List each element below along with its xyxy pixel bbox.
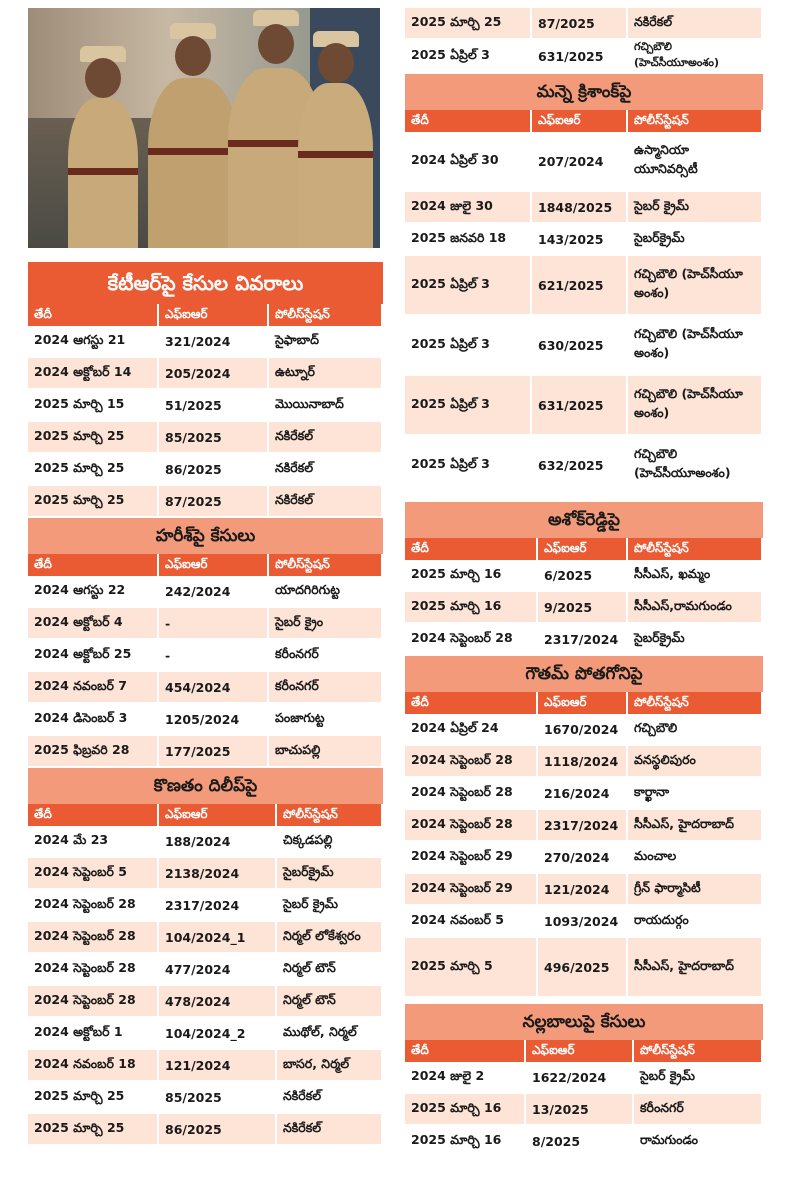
right-column	[405, 8, 763, 1158]
cell-date: 2024 సెప్టెంబర్ 28	[28, 985, 158, 1017]
section-title: అశోక్‌రెడ్డిపై	[405, 502, 763, 538]
cell-fir: 496/2025	[537, 937, 627, 997]
cell-station: సీసీఎస్, హైదరాబాద్	[627, 809, 762, 841]
header-fir: ఎఫ్ఐఆర్	[158, 304, 268, 326]
cases-table	[405, 110, 763, 496]
cell-fir: 86/2025	[158, 1113, 276, 1145]
cell-date: 2025 మార్చి 25	[405, 8, 531, 39]
cell-date: 2025 ఏప్రిల్ 3	[405, 375, 531, 435]
cell-date: 2025 ఏప్రిల్ 3	[405, 255, 531, 315]
cell-date: 2025 మార్చి 15	[28, 389, 158, 421]
cell-date: 2025 మార్చి 25	[28, 421, 158, 453]
section-title: నల్లబాలుపై కేసులు	[405, 1004, 763, 1040]
table-row	[405, 191, 762, 223]
cell-fir: 631/2025	[531, 375, 627, 435]
cell-station: బాచుపల్లి	[268, 735, 382, 767]
table-row	[28, 1081, 382, 1113]
cell-date: 2024 సెప్టెంబర్ 28	[405, 745, 537, 777]
table-header	[405, 110, 762, 132]
table-row	[405, 905, 762, 937]
cell-date: 2024 నవంబర్ 7	[28, 671, 158, 703]
table-header	[28, 304, 382, 326]
table-header	[28, 804, 382, 826]
cell-date: 2024 సెప్టెంబర్ 29	[405, 841, 537, 873]
cases-table	[405, 692, 763, 998]
cases-table	[28, 804, 383, 1146]
table-row	[405, 591, 762, 623]
cell-station: గచ్చిబౌలి (హెచ్‌సీయూ అంశం)	[627, 315, 762, 375]
cell-station: నకిరేకల్	[268, 485, 382, 517]
table-row	[405, 714, 762, 745]
table-row	[405, 255, 762, 315]
cell-fir: 1622/2024	[525, 1062, 633, 1093]
cell-fir: 242/2024	[158, 576, 268, 607]
cell-fir: 121/2024	[537, 873, 627, 905]
table-row	[405, 132, 762, 191]
cell-date: 2024 నవంబర్ 5	[405, 905, 537, 937]
section-ktr	[28, 262, 383, 518]
cell-station: గచ్చిబౌలి	[627, 714, 762, 745]
header-police-station: పోలీస్‌స్టేషన్	[268, 554, 382, 576]
cell-station: సైబర్ క్రైం	[268, 607, 382, 639]
cell-fir: 454/2024	[158, 671, 268, 703]
cell-fir: 87/2025	[158, 485, 268, 517]
header-date: తేదీ	[405, 1040, 525, 1062]
cell-date: 2024 నవంబర్ 18	[28, 1049, 158, 1081]
cell-date: 2024 అక్టోబర్ 4	[28, 607, 158, 639]
cell-date: 2024 జులై 30	[405, 191, 531, 223]
cell-date: 2025 ఏప్రిల్ 3	[405, 315, 531, 375]
cell-fir: 13/2025	[525, 1093, 633, 1125]
header-police-station: పోలీస్‌స్టేషన్	[268, 304, 382, 326]
cell-station: ఉస్మానియా యూనివర్సిటీ	[627, 132, 762, 191]
cell-fir: 2317/2024	[158, 889, 276, 921]
cell-date: 2024 సెప్టెంబర్ 28	[405, 809, 537, 841]
header-fir: ఎఫ్ఐఆర్	[158, 804, 276, 826]
table-row	[405, 375, 762, 435]
section-title: హరీశ్‌పై కేసులు	[28, 518, 383, 554]
cell-date: 2024 సెప్టెంబర్ 28	[28, 921, 158, 953]
table-row	[405, 809, 762, 841]
cell-date: 2024 సెప్టెంబర్ 5	[28, 857, 158, 889]
cell-fir: 121/2024	[158, 1049, 276, 1081]
table-row	[28, 421, 382, 453]
cell-station: నకిరేకల్	[268, 453, 382, 485]
cell-date: 2024 డిసెంబర్ 3	[28, 703, 158, 735]
cell-fir: -	[158, 639, 268, 671]
cell-station: గచ్చిబౌలి (హెచ్‌సీయూ అంశం)	[627, 255, 762, 315]
header-police-station: పోలీస్‌స్టేషన్	[633, 1040, 762, 1062]
cell-date: 2025 ఫిబ్రవరి 28	[28, 735, 158, 767]
cell-fir: 51/2025	[158, 389, 268, 421]
cell-fir: 630/2025	[531, 315, 627, 375]
table-row	[28, 639, 382, 671]
table-row	[28, 985, 382, 1017]
table-row	[405, 560, 762, 591]
cell-station: సైబర్ క్రైమ్	[276, 889, 382, 921]
cell-date: 2024 సెప్టెంబర్ 28	[405, 777, 537, 809]
section-harish	[28, 518, 383, 768]
cell-fir: 85/2025	[158, 1081, 276, 1113]
table-row	[405, 223, 762, 255]
table-header	[405, 692, 762, 714]
cell-fir: 143/2025	[531, 223, 627, 255]
cell-station: నిర్మల్ టౌన్	[276, 985, 382, 1017]
table-row	[405, 841, 762, 873]
cell-fir: 477/2024	[158, 953, 276, 985]
table-row	[28, 485, 382, 517]
cell-date: 2025 జనవరి 18	[405, 223, 531, 255]
table-row	[28, 889, 382, 921]
cell-date: 2025 మార్చి 16	[405, 560, 537, 591]
table-row	[28, 953, 382, 985]
cell-date: 2024 ఏప్రిల్ 24	[405, 714, 537, 745]
table-row	[405, 745, 762, 777]
cell-fir: 207/2024	[531, 132, 627, 191]
table-row	[28, 1017, 382, 1049]
header-police-station: పోలీస్‌స్టేషన్	[627, 538, 762, 560]
table-header	[405, 538, 762, 560]
cell-station: సైబర్‌క్రైమ్	[276, 857, 382, 889]
header-fir: ఎఫ్ఐఆర్	[531, 110, 627, 132]
cell-fir: -	[158, 607, 268, 639]
cell-fir: 621/2025	[531, 255, 627, 315]
cell-fir: 2317/2024	[537, 809, 627, 841]
cases-table	[28, 304, 383, 518]
cell-fir: 177/2025	[158, 735, 268, 767]
cell-date: 2025 మార్చి 16	[405, 1125, 525, 1157]
cell-station: వనస్థలిపురం	[627, 745, 762, 777]
table-row	[405, 39, 762, 73]
cell-station: సైబర్ క్రైమ్	[633, 1062, 762, 1093]
table-row	[28, 453, 382, 485]
cell-date: 2024 సెప్టెంబర్ 28	[28, 889, 158, 921]
cell-station: కార్ఖానా	[627, 777, 762, 809]
cell-station: సీసీఎస్, ఖమ్మం	[627, 560, 762, 591]
cell-station: నకిరేకల్	[276, 1113, 382, 1145]
cell-fir: 205/2024	[158, 357, 268, 389]
cell-station: నకిరేకల్	[268, 421, 382, 453]
cell-fir: 2138/2024	[158, 857, 276, 889]
header-date: తేదీ	[28, 304, 158, 326]
table-row	[405, 8, 762, 39]
table-header	[405, 1040, 762, 1062]
cell-fir: 1848/2025	[531, 191, 627, 223]
cell-station: నకిరేకల్	[276, 1081, 382, 1113]
table-row	[28, 921, 382, 953]
cell-fir: 632/2025	[531, 435, 627, 495]
table-row	[405, 1093, 762, 1125]
cell-station: నిర్మల్ లోకేశ్వరం	[276, 921, 382, 953]
cell-fir: 1670/2024	[537, 714, 627, 745]
cases-table	[405, 538, 763, 656]
table-row	[28, 1113, 382, 1145]
cell-fir: 87/2025	[531, 8, 627, 39]
cell-station: సైబర్‌క్రైమ్	[627, 623, 762, 655]
cell-date: 2025 మార్చి 25	[28, 485, 158, 517]
cell-station: నిర్మల్ టౌన్	[276, 953, 382, 985]
section-goutham	[405, 656, 763, 998]
cell-date: 2025 ఏప్రిల్ 3	[405, 435, 531, 495]
cell-fir: 8/2025	[525, 1125, 633, 1157]
cell-date: 2025 మార్చి 5	[405, 937, 537, 997]
cell-station: కరీంనగర్	[268, 671, 382, 703]
section-nallabalu	[405, 1004, 763, 1158]
cell-station: ముథోల్, నిర్మల్	[276, 1017, 382, 1049]
section-dileep-continued	[405, 8, 763, 74]
header-date: తేదీ	[405, 110, 531, 132]
cell-date: 2025 మార్చి 25	[28, 453, 158, 485]
cell-fir: 188/2024	[158, 826, 276, 857]
cell-station: సైఫాబాద్	[268, 326, 382, 357]
table-row	[405, 1125, 762, 1157]
cell-fir: 631/2025	[531, 39, 627, 73]
left-column	[28, 8, 383, 1146]
cell-date: 2024 అక్టోబర్ 1	[28, 1017, 158, 1049]
table-row	[28, 357, 382, 389]
table-row	[28, 857, 382, 889]
table-row	[28, 389, 382, 421]
cell-station: పంజాగుట్ట	[268, 703, 382, 735]
table-row	[405, 873, 762, 905]
cell-date: 2025 ఏప్రిల్ 3	[405, 39, 531, 73]
header-fir: ఎఫ్ఐఆర్	[537, 692, 627, 714]
section-dileep	[28, 768, 383, 1146]
cell-date: 2025 మార్చి 16	[405, 1093, 525, 1125]
cell-fir: 270/2024	[537, 841, 627, 873]
table-row	[405, 435, 762, 495]
cell-station: చిక్కడపల్లి	[276, 826, 382, 857]
cell-station: ఉట్నూర్	[268, 357, 382, 389]
cell-station: గచ్చిబౌలి (హెచ్‌సీయూ అంశం)	[627, 375, 762, 435]
cell-date: 2024 అక్టోబర్ 25	[28, 639, 158, 671]
cases-table	[28, 554, 383, 768]
table-row	[28, 326, 382, 357]
cell-station: సీసీఎస్,రామగుండం	[627, 591, 762, 623]
header-police-station: పోలీస్‌స్టేషన్	[276, 804, 382, 826]
table-row	[28, 735, 382, 767]
cell-station: కరీంనగర్	[633, 1093, 762, 1125]
section-title: కొణతం దిలీప్‌పై	[28, 768, 383, 804]
cell-date: 2024 మే 23	[28, 826, 158, 857]
cell-date: 2024 ఏప్రిల్ 30	[405, 132, 531, 191]
table-row	[405, 1062, 762, 1093]
cell-date: 2024 అక్టోబర్ 14	[28, 357, 158, 389]
cell-station: గచ్చిబౌలి (హెచ్‌సీయూఅంశం)	[627, 39, 762, 73]
cell-station: సీసీఎస్, హైదరాబాద్	[627, 937, 762, 997]
cell-date: 2025 మార్చి 16	[405, 591, 537, 623]
cases-table	[405, 8, 763, 74]
cell-fir: 104/2024_1	[158, 921, 276, 953]
cell-station: రాయదుర్గం	[627, 905, 762, 937]
cell-station: సైబర్ క్రైమ్	[627, 191, 762, 223]
cell-fir: 86/2025	[158, 453, 268, 485]
cell-station: సైబర్‌క్రైమ్	[627, 223, 762, 255]
table-row	[28, 576, 382, 607]
cell-station: గ్రీన్ ఫార్మాసిటీ	[627, 873, 762, 905]
cell-fir: 478/2024	[158, 985, 276, 1017]
header-date: తేదీ	[28, 554, 158, 576]
header-fir: ఎఫ్ఐఆర్	[525, 1040, 633, 1062]
table-row	[28, 826, 382, 857]
cell-date: 2024 ఆగస్టు 21	[28, 326, 158, 357]
cell-date: 2024 సెప్టెంబర్ 28	[405, 623, 537, 655]
section-krishank	[405, 74, 763, 496]
header-date: తేదీ	[405, 538, 537, 560]
table-row	[405, 315, 762, 375]
cell-fir: 216/2024	[537, 777, 627, 809]
cell-station: మంచాల	[627, 841, 762, 873]
police-officers-photo	[28, 8, 380, 248]
cell-date: 2024 సెప్టెంబర్ 28	[28, 953, 158, 985]
cell-fir: 1205/2024	[158, 703, 268, 735]
cell-fir: 1093/2024	[537, 905, 627, 937]
section-title: గౌతమ్ పోతగోనిపై	[405, 656, 763, 692]
table-row	[405, 777, 762, 809]
cell-station: మొయినాబాద్	[268, 389, 382, 421]
section-ashok-reddy	[405, 502, 763, 656]
table-row	[28, 703, 382, 735]
table-row	[405, 937, 762, 997]
cell-date: 2024 సెప్టెంబర్ 29	[405, 873, 537, 905]
cell-station: యాదగిరిగుట్ట	[268, 576, 382, 607]
cell-station: గచ్చిబౌలి (హెచ్‌సీయూఅంశం)	[627, 435, 762, 495]
table-header	[28, 554, 382, 576]
header-police-station: పోలీస్‌స్టేషన్	[627, 692, 762, 714]
section-title: కేటీఆర్‌పై కేసుల వివరాలు	[28, 262, 383, 304]
header-police-station: పోలీస్‌స్టేషన్	[627, 110, 762, 132]
cell-station: బాసర, నిర్మల్	[276, 1049, 382, 1081]
header-date: తేదీ	[405, 692, 537, 714]
cell-station: నకిరేకల్	[627, 8, 762, 39]
header-date: తేదీ	[28, 804, 158, 826]
cell-fir: 1118/2024	[537, 745, 627, 777]
cell-fir: 6/2025	[537, 560, 627, 591]
cell-station: కరీంనగర్	[268, 639, 382, 671]
cell-date: 2025 మార్చి 25	[28, 1113, 158, 1145]
header-fir: ఎఫ్ఐఆర్	[158, 554, 268, 576]
cell-date: 2024 జులై 2	[405, 1062, 525, 1093]
cell-fir: 85/2025	[158, 421, 268, 453]
cell-fir: 2317/2024	[537, 623, 627, 655]
table-row	[28, 607, 382, 639]
table-row	[28, 671, 382, 703]
cell-fir: 321/2024	[158, 326, 268, 357]
table-row	[405, 623, 762, 655]
cell-fir: 9/2025	[537, 591, 627, 623]
cases-table	[405, 1040, 763, 1158]
cell-station: రామగుండం	[633, 1125, 762, 1157]
cell-date: 2024 ఆగస్టు 22	[28, 576, 158, 607]
section-title: మన్నె క్రిశాంక్‌పై	[405, 74, 763, 110]
table-row	[28, 1049, 382, 1081]
header-fir: ఎఫ్ఐఆర్	[537, 538, 627, 560]
cell-fir: 104/2024_2	[158, 1017, 276, 1049]
cell-date: 2025 మార్చి 25	[28, 1081, 158, 1113]
